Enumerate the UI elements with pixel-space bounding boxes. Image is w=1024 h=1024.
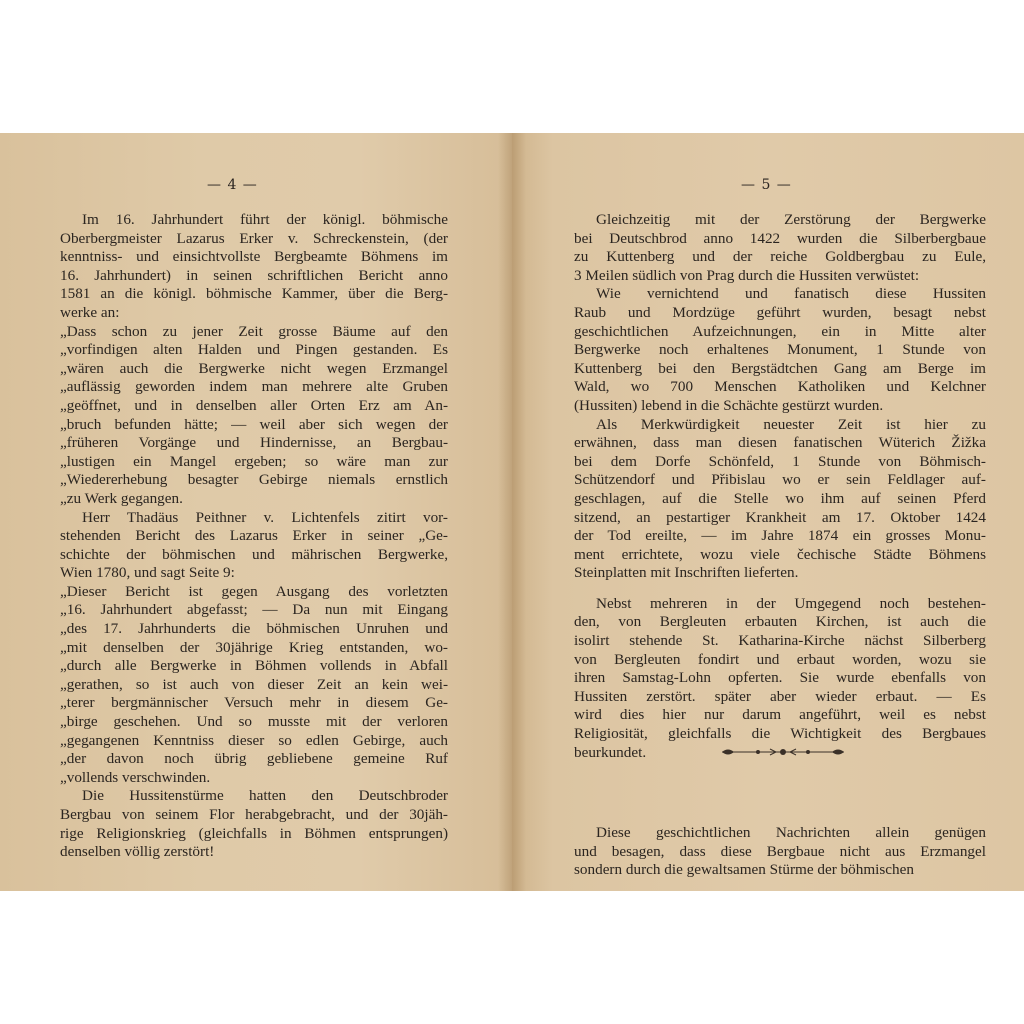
text-line: beurkundet. [574,743,647,761]
text-line: schichte der böhmischen und mährischen Bergwerke, [60,545,448,563]
text-line: und besagen, dass diese Bergbaue nicht aus Erzmangel [574,842,986,860]
text-line: Raub und Mordzüge geführt wurden, besagt nebst [574,303,986,321]
text-line: „lustigen ein Mangel ergeben; so wäre man zur [60,452,448,470]
text-line: „vorfindigen alten Halden und Pingen gestanden. Es [60,341,448,359]
text-line: Wald, wo 700 Menschen Katholiken und Kelchner [574,378,986,396]
text-line: 1581 an die königl. böhmische Kammer, über die Berg- [60,285,448,303]
book-spread [0,133,1024,891]
paragraph [574,285,986,415]
text-line: Die Hussitenstürme hatten den Deutschbroder [82,787,448,805]
text-line: den, von Bergleuten erbauten Kirchen, ist auch die [574,613,986,631]
text-line: „Dass schon zu jener Zeit grosse Bäume auf den [60,322,448,340]
text-line: Gleichzeitig mit der Zerstörung der Bergwerke [596,211,986,228]
text-line: Steinplatten mit Inschriften lieferten. [574,564,799,582]
text-line: Nebst mehreren in der Umgegend noch bestehen- [596,594,986,612]
text-line: Hussiten zerstört. später aber wieder erbaut. — Es [574,687,986,705]
text-line: kenntniss- und einsichtvollste Bergbeamte Böhmens im [60,248,448,266]
text-line: wird dies hier nur darum angeführt, weil es nebst [574,706,986,724]
text-line: „wären auch die Bergwerke nicht wegen Erzmangel [60,359,448,377]
text-line: Religiosität, gleichfalls die Wichtigkeit des Bergbaues [574,725,986,743]
text-line: „durch alle Bergwerke in Böhmen vollends in Abfall [60,657,448,675]
text-line: bei dem Dorfe Schönfeld, 1 Stunde von Böhmisch- [574,452,986,470]
text-line: „gerathen, so ist auch von dieser Zeit an kein wei- [60,675,448,693]
book-gutter [498,133,526,891]
text-line: sondern durch die gewaltsamen Stürme der böhmischen [574,861,914,879]
text-line: Diese geschichtlichen Nachrichten allein genügen [596,824,986,842]
text-line: ment errichtete, wozu viele čechische Städte Böhmens [574,545,986,563]
page-number-5: — 5 — [741,177,792,193]
text-line: „des 17. Jahrhunderts die böhmischen Unruhen und [60,620,448,638]
ornament-divider-icon [718,745,848,759]
text-line: geschichtlichen Aufzeichnungen, ein in Mitte alter [574,322,986,340]
paragraph [60,787,448,861]
paragraph [574,416,986,583]
paragraph [60,583,448,788]
text-line: „zu Werk gegangen. [60,489,183,507]
right-page-body [574,211,986,880]
text-line: denselben völlig zerstört! [60,843,215,861]
text-line: Bergwerke noch erhaltenes Monument, 1 Stunde von [574,341,986,359]
text-line: „terer bergmännischer Versuch mehr in diesem Ge- [60,694,448,712]
left-page-body [60,211,448,862]
text-line: „der davon noch übrig gebliebene gemeine Ruf [60,750,448,768]
text-line: „16. Jahrhundert abgefasst; — Da nun mit Eingang [60,601,448,619]
text-line: geschlagen, auf die Stelle wo ihm auf seinen Pferd [574,489,986,507]
text-line: (Hussiten) lebend in die Schächte gestürzt wurden. [574,396,884,414]
text-line: Schützendorf und Přibislau wo er sein Feldlager auf- [574,471,986,489]
text-line: „geöffnet, und in denselben aller Orten Erz am An- [60,396,448,414]
text-line: Wien 1780, und sagt Seite 9: [60,564,235,582]
text-line: rige Religionskrieg (gleichfalls in Böhmen entsprungen) [60,824,448,842]
text-line: werke an: [60,303,120,321]
text-line: 16. Jahrhundert) in seinen schriftlichen Bericht anno [60,266,448,284]
paragraph [60,211,448,323]
text-line: Herr Thadäus Peithner v. Lichtenfels zitirt vor- [82,508,448,526]
paragraph [60,509,448,583]
text-line: „Wiedererhebung besagter Gebirge niemals ernstlich [60,471,448,489]
text-line: „früheren Vorgänge und Hindernisse, an Bergbau- [60,434,448,452]
paragraph [574,595,986,762]
text-line: Kuttenberg bei den Bergstädtchen Gang am Berge im [574,359,986,377]
text-line: Als Merkwürdigkeit neuester Zeit ist hier zu [596,415,986,433]
text-line: „mit denselben der 30jährige Krieg entstanden, wo- [60,638,448,656]
paragraph [574,211,986,285]
text-line: „Dieser Bericht ist gegen Ausgang des vorletzten [60,582,448,600]
page-number-4: — 4 — [207,177,258,193]
text-line: Wie vernichtend und fanatisch diese Hussiten [596,285,986,303]
left-page [0,133,512,891]
text-line: Bergbau von seinem Flor herabgebracht, und der 30jäh- [60,806,448,823]
text-line: isolirt stehende St. Katharina-Kirche nächst Silberberg [574,632,986,650]
text-line: „gegangenen Kenntniss dieser so edlen Gebirge, auch [60,731,448,749]
text-line: stehenden Bericht des Lazarus Erker in seiner „Ge- [60,527,448,545]
paragraph [60,323,448,509]
text-line: der Tod ereilte, — im Jahre 1874 ein grosses Monu- [574,527,986,545]
text-line: bei Deutschbrod anno 1422 wurden die Silberbergbaue [574,229,986,247]
text-line: Oberbergmeister Lazarus Erker v. Schreckenstein, (der [60,229,448,247]
text-line: „auflässig geworden indem man mehrere alte Gruben [60,378,448,396]
text-line: ihren Samstag-Lohn opferten. Sie wurde ebenfalls von [574,669,986,687]
right-page [512,133,1024,891]
text-line: von Bergleuten fondirt und erbaut worden, wozu sie [574,650,986,668]
text-line: sitzend, an pestartiger Krankheit am 17. Oktober 1424 [574,508,986,526]
text-line: „bruch befunden hätte; — weil aber sich wegen der [60,415,448,433]
text-line: Im 16. Jahrhundert führt der königl. böhmische [82,211,448,228]
text-line: 3 Meilen südlich von Prag durch die Hussiten verwüstet: [574,266,920,284]
text-line: zu Kuttenberg und der reiche Goldbergbau zu Eule, [574,248,986,266]
text-line: erwähnen, dass man diesen fanatischen Wüterich Žižka [574,434,986,452]
paragraph [574,824,986,880]
text-line: „birge geschehen. Und so musste mit der verloren [60,713,448,731]
text-line: „vollends verschwinden. [60,768,211,786]
